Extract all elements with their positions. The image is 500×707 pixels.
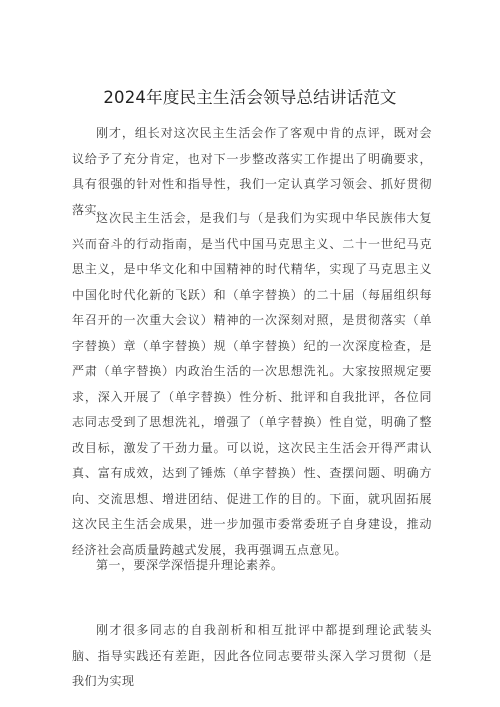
document-title: 2024年度民主生活会领导总结讲话范文 (103, 88, 397, 107)
paragraph-2: 这次民主生活会，是我们与（是我们为实现中华民族伟大复兴而奋斗的行动指南，是当代中国马克思主义、二十一世纪马克思主义，是中华文化和中国精神的时代精华，实现了马克思主义中国化时代化新的飞跃）和（单字替换）的二十届（每届组织每年召开的一次重大会议）精神的一次深刻对照，是贯彻落实（单字替换）章（单字替换）规（单字替换）纪的一次深度检查，是严肃（单字替换）内政治生活的一次思想洗礼。大家按照规定要求，深入开展了（单字替换）性分析、批评和自我批评，各位同志同志受到了思想洗礼，增强了（单字替换）性自觉，明确了整改目标，激发了干劲力量。可以说，这次民主生活会开得严肃认真、富有成效，达到了锤炼（单字替换）性、查摆问题、明确方向、交流思想、增进团结、促进工作的目的。下面，就巩固拓展这次民主生活会成果，进一步加强市委常委班子自身建设，推动经济社会高质量跨越式发展，我再强调五点意见。 (72, 211, 432, 557)
section-heading-1: 第一，要深学深悟提升理论素养。 (96, 558, 284, 572)
paragraph-3: 刚才很多同志的自我剖析和相互批评中都提到理论武装头脑、指导实践还有差距，因此各位同志要带头深入学习贯彻（是我们为实现 (72, 623, 432, 688)
paragraph-1: 刚才，组长对这次民主生活会作了客观中肯的点评，既对会议给予了充分肯定，也对下一步整改落实工作提出了明确要求，具有很强的针对性和指导性，我们一定认真学习领会、抓好贯彻落实。 (72, 126, 432, 217)
